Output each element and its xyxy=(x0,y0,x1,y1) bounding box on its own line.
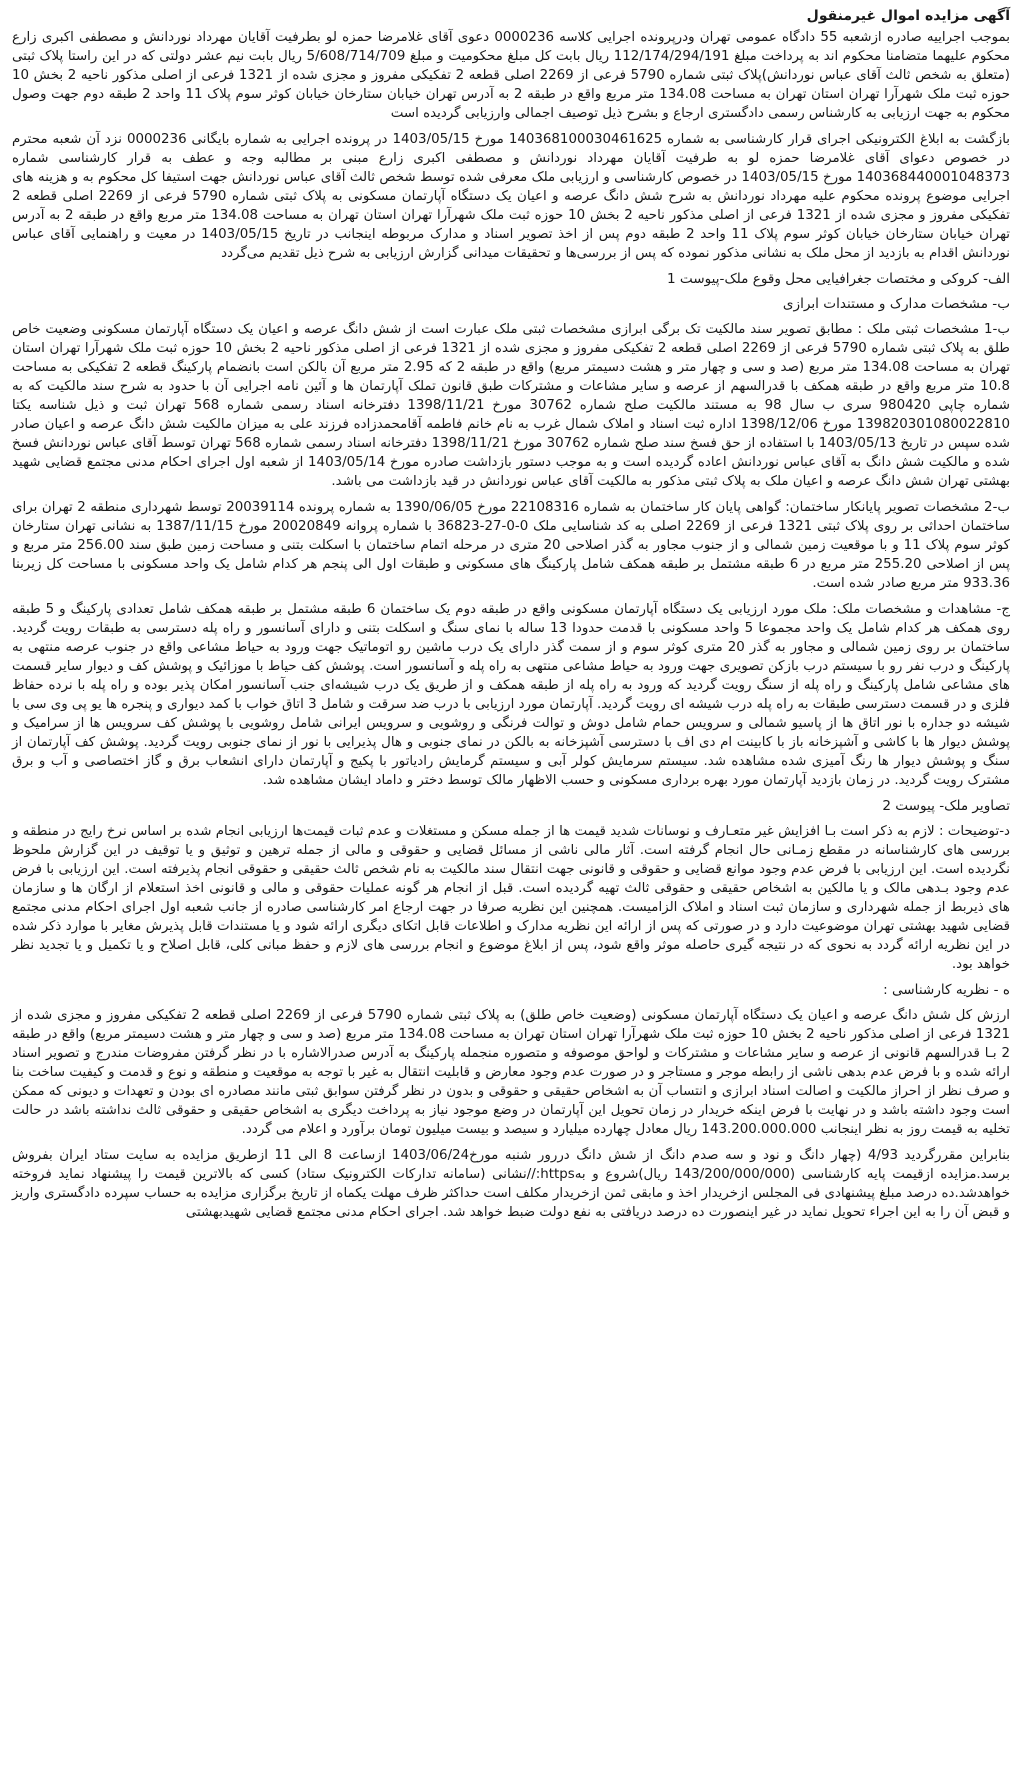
section-je-observations: ج- مشاهدات و مشخصات ملک: ملک مورد ارزیابی یک دستگاه آپارتمان مسکونی واقع در طبقه دوم یک ساختمان 6 طبقه مشتمل بر طبقه همکف شامل تعدادی پارکینگ و 5 طبقه روی همکف هر کدام شامل یک واحد مجموعا 5 واحد مسکونی با قدمت حدودا 13 ساله با نمای سنگ و اسکلت بتنی و دارای آسانسور و راه پله دسترسی به طبقات رویت گردید. ساختمان بر روی زمین شمالی و مجاور به گذر 20 متری کوثر سوم و از سمت گذر دارای یک درب ماشین رو اتوماتیک جهت ورود به حیاط مشاعی واقع در جنوب عرصه منتهی به پارکینگ و درب نفر رو با سیستم درب بازکن تصویری جهت ورود به حیاط مشاعی منتهی به راه پله و آسانسور است. پوشش کف حیاط با موزائیک و پوشش کف و دیوار سایر قسمت های مشاعی شامل پارکینگ و راه پله از سنگ رویت گردید که ورود به راه پله از طبقه همکف و از طریق یک درب شیشه‌ای جنب آسانسور امکان پذیر بوده و راه پله با نرده حفاظ فلزی و در قسمت دسترسی طبقات به راه پله درب شیشه ای رویت گردید. آپارتمان مورد ارزیابی با درب ضد سرقت و شامل 3 اتاق خواب با کمد دیواری و پنجره ها یو پی وی سی با شیشه دو جداره با نور اتاق ها از پاسیو شمالی و سرویس حمام شامل دوش و توالت فرنگی و روشویی و سرویس ایرانی شامل روشویی با پوشش کف سرویس ها از سرامیک و پوشش دیوار ها با کاشی و آشپزخانه باز با کابینت ام دی اف با دسترسی آشپزخانه به بالکن در نمای جنوبی و هال پذیرایی با نور از نمای جنوبی رویت گردید. پوشش کف آپارتمان از سنگ و پوشش دیوار ها رنگ آمیزی شده مشاهده شد. سیستم سرمایش کولر آبی و سیستم گرمایش رادیاتور با پکیج و آپارتمان دارای انشعاب برق و گاز اختصاصی و آب و برق مشترک رویت گردید. در زمان بازدید آپارتمان مورد بهره برداری مسکونی و حسب الاظهار مالک توسط دختر و داماد ایشان مشاهده شد. xyxy=(12,602,1011,788)
closing-auction-terms: بنابراین مقررگردید 4/93 (چهار دانگ و نود و سه صدم دانگ از شش دانگ دررور شنبه مورخ1403/06/24 ازساعت 8 الی 11 ازطریق مزایده به سایت ستاد ایران بفروش برسد.مزایده ازقیمت پایه کارشناسی (143/200/000/000 ریال)شروع و به‌https://نشانی (سامانه تدارکات الکترونیک ستاد) کسی که بالاترین قیمت را پیشنهاد نماید فروخته خواهدشد.ده درصد مبلغ پیشنهادی فی المجلس ازخریدار اخذ و مابقی ثمن ازخریدار مکلف است حداکثر ظرف مهلت یکماه از تاریخ برگزاری مزایده به حساب سپرده دادگستری واریز و قبض آن را به این اجراء تحویل نماید در غیر اینصورت ده درصد دریافتی به نفع دولت ضبط خواهد شد. اجرای احکام مدنی مجتمع قضایی شهیدبهشتی xyxy=(12,1148,1010,1220)
section-be2-completion-certificate: ب-2 مشخصات تصویر پایانکار ساختمان: گواهی پایان کار ساختمان به شماره 22108316 مورخ 1390/06/05 به شماره پرونده 20039114 توسط شهرداری منطقه 2 تهران برای ساختمان احداثی بر روی پلاک ثبتی 1321 فرعی از 2269 اصلی به کد شناسایی ملک 0-0-27-36823 با شماره پروانه 20020849 مورخ 1387/11/15 به نشانی تهران ستارخان کوثر سوم پلاک 11 و با موقعیت زمین شمالی و از جنوب مجاور به گذر اصلاحی 20 متری در مرحله اتمام ساختمان با اسکلت بتنی و مساحت زمین طبق سند 256.00 متر مربع و پس از اصلاحی 255.20 متر مربع در 6 طبقه مشتمل بر طبقه همکف شامل پارکینگ های مسکونی و طبقات اول الی پنجم هر کدام شامل یک واحد مسکونی با مساحت کل زیربنا 933.36 متر مربع صادر شده است. xyxy=(12,500,1011,591)
section-dal-explanations: د-توضیحات : لازم به ذکر است بـا افزایش غیر متعـارف و نوسانات شدید قیمت ها از جمله مسکن و مستغلات و عدم ثبات قیمت‌ها ارزیابی انجام شده بر اساس نرخ رایج در منطقه و بررسی های کارشناسانه در مقطع زمـانی حال انجام گرفته است. آثار مالی ناشی از مسائل قضایی و حقوقی و مالی از جمله ترهین و توثیق و یا توقیف در این گزارش ملحوظ نگردیده است. این ارزیابی با فرض عدم وجود موانع قضایی و حقوقی و قانونی جهت انتقال سند مالکیت به نام شخص ثالث حقیقی و حقوقی انجام پذیرفته است. این ارزیابی با فرض عدم وجود بـدهی مالک و یا مالکین به اشخاص حقیقی و حقوقی ثالث تهیه گردیده است. قبل از انجام هر گونه عملیات حقوقی و مالی و قانونی اخذ استعلام از ارگان ها و سازمان های ذیربط از جمله شهرداری و سازمان ثبت اسناد و املاک الزامیست. همچنین این نظریه صرفا در جهت ارجاع امر کارشناسی صادره از جانب شعبه اول اجرای احکام مدنی مجتمع قضایی شهید بهشتی تهران موضوعیت دارد و در صورتی که پس از ارائه این نظریه مدارک و اطلاعات قابل اتکای دیگری ارائه شود و یا مستندات قابل پذیرش مغایر با موارد ذکر شده در این نظریه ارائه گردد به نحوی که در نتیجه گیری حاصله موثر واقع شود، پس از ابلاغ موضوع و انجام بررسی های لازم و حفظ مبانی کلی، قابل اصلاح و یا تکمیل و یا تجدید نظر خواهد بود. xyxy=(12,824,1010,972)
notice-title: آگهی مزایده اموال غیرمنقول xyxy=(806,8,1010,24)
intro-paragraph: بموجب اجراییه صادره ازشعبه 55 دادگاه عمومی تهران ودرپرونده اجرایی کلاسه 0000236 دعوی آقای غلامرضا حمزه لو بطرفیت آقایان مهرداد نوردانش و مصطفی اکبری زارع محکوم علیهما متضامنا محکوم اند به پرداخت مبلغ 112/174/294/191 ریال بابت کل مبلغ محکومیت و مبلغ 5/608/714/709 ریال بابت نیم عشر دولتی که در این راستا پلاک ثبتی (متعلق به شخص ثالث آقای عباس نوردانش)پلاک ثبتی شماره 5790 فرعی از 2269 اصلی قطعه 2 تفکیکی مفروز و مجزی شده از 1321 فرعی از اصلی مذکور ناحیه 2 بخش 10 حوزه ثبت ملک شهرآرا تهران استان تهران به مساحت 134.08 متر مربع واقع در طبقه 2 به آدرس تهران خیابان ستارخان خیابان کوثر سوم پلاک 11 واحد 2 طبقه دوم جهت وصول محکوم به جهت ارزیابی به کارشناس رسمی دادگستری ارجاع و بشرح ذیل توصیف اجمالی وارزیابی گردیده است xyxy=(12,30,1010,121)
expert-return-paragraph: بازگشت به ابلاغ الکترونیکی اجرای قرار کارشناسی به شماره 140368100030461625 مورخ 1403/05/15 در پرونده اجرایی به شماره بایگانی 0000236 نزد آن شعبه محترم در خصوص دعوای آقای غلامرضا حمزه لو به طرفیت آقایان مهرداد نوردانش و مصطفی اکبری زارع مبنی بر مطالبه وجه و عطف به قرار کارشناسی شماره 140368440001048373 مورخ 1403/05/15 در خصوص کارشناسی و ارزیابی ملک معرفی شده توسط شخص ثالث آقای عباس نوردانش جهت استیفا کل محکوم به و هزینه های اجرایی موضوع پرونده محکوم علیه مهرداد نوردانش به شرح شش دانگ عرصه و اعیان یک دستگاه آپارتمان مسکونی به پلاک ثبتی شماره 5790 فرعی از 2269 اصلی قطعه 2 تفکیکی مفروز و مجزی شده از 1321 فرعی از اصلی مذکور ناحیه 2 بخش 10 حوزه ثبت ملک شهرآرا تهران استان تهران به مساحت 134.08 متر مربع واقع در طبقه 2 به آدرس تهران خیابان ستارخان خیابان کوثر سوم پلاک 11 واحد 2 طبقه دوم پس از اخذ تصویر اسناد و مدارک مربوطه اینجانب در تاریخ 1403/05/15 در معیت و راهنمایی آقای عباس نوردانش اقدام به بازدید از محل ملک به نشانی مذکور نموده که پس از بررسی‌ها و تحقیقات میدانی گزارش ارزیابی به شرح ذیل تقدیم می‌گردد xyxy=(12,132,1011,261)
section-be-heading: ب- مشخصات مدارک و مستندات ابرازی xyxy=(782,296,1010,312)
section-he-expert-opinion: ارزش کل شش دانگ عرصه و اعیان یک دستگاه آپارتمان مسکونی (وضعیت خاص طلق) به پلاک ثبتی شماره 5790 فرعی از 2269 اصلی قطعه 2 تفکیکی مفروز و مجزی شده از 1321 فرعی از اصلی مذکور ناحیه 2 بخش 10 حوزه ثبت ملک شهرآرا تهران استان تهران به مساحت 134.08 متر مربع (صد و سی و چهار متر و هشت دسیمتر مربع) واقع در طبقه 2 بـا قدرالسهم قانونی از عرصه و سایر مشاعات و مشترکات و لواحق موصوفه و متصوره منجمله پارکینگ به آدرس صدرالاشاره با در نظر گرفتن مفروضات مندرج و تصویر اسناد ارائه شده و با فرض عدم بدهی ناشی از رابطه موجر و مستاجر و در صورت عدم وجود معارض و قابلیت انتقال به غیر با توجه به موقعیت و منطقه و نوع و قدمت و کیفیت ساخت بنا و صرف نظر از احراز مالکیت و اصالت اسناد ابرازی و انتساب آن به اشخاص حقیقی و حقوقی و بدون در نظر گرفتن سوابق ثبتی مانند مصادره ای بودن و تعهدات و دیونی که ممکن است وجود داشته باشد و در نهایت با فرض اینکه خریدار در زمان تحویل این آپارتمان در وضع موجود نیاز به پرداخت دیگری به اشخاص حقیقی و حقوقی ثالث نداشته باشد در حالت تخلیه به قیمت روز به نظر اینجانب 143.200.000.000 ریال معادل چهارده میلیارد و سیصد و بیست میلیون تومان برآورد و اعلام می گردد. xyxy=(12,1008,1011,1137)
section-alef-heading: الف- کروکی و مختصات جغرافیایی محل وقوع ملک-پیوست 1 xyxy=(666,271,1010,287)
section-he-heading: ه - نظریه کارشناسی : xyxy=(883,982,1010,998)
section-be1-registration: ب-1 مشخصات ثبتی ملک : مطابق تصویر سند مالکیت تک برگی ابرازی مشخصات ثبتی ملک عبارت است از شش دانگ عرصه و اعیان یک دستگاه آپارتمان مسکونی وضعیت خاص طلق به پلاک ثبتی شماره 5790 فرعی از 2269 اصلی قطعه 2 تفکیکی مفروز و مجزی شده از 1321 فرعی از اصلی مذکور ناحیه 2 بخش 10 حوزه ثبت ملک شهرآرا تهران استان تهران به مساحت 134.08 متر مربع (صد و سی و چهار متر و هشت دسیمتر مربع) واقع در طبقه 2 که 2.95 متر مربع آن بالکن است بانضمام پارکینگ قطعه 2 تفکیکی به مساحت 10.8 متر مربع واقع در طبقه همکف با قدرالسهم از عرصه و سایر مشاعات و مشترکات طبق قانون تملک آپارتمان ها و آئین نامه اجرایی آن با حدود به شرح سند مالکیت که به شماره چاپی 980420 سری ب سال 98 به مستند مالکیت صلح شماره 30762 مورخ 1398/11/21 دفترخانه اسناد رسمی شماره 568 تهران ثبت و ذیل شناسه یکتا 139820301080022810 مورخ 1398/12/06 اداره ثبت اسناد و املاک شمال غرب به نام خانم فاطمه آقامحمدزاده فرزند علی به میزان مالکیت شش دانگ عرصه و اعیان صادر شده سپس در تاریخ 1403/05/13 با استفاده از حق فسخ سند صلح شماره 30762 مورخ 1398/11/21 دفترخانه اسناد رسمی شماره 568 تهران توسط آقای عباس نوردانش فسخ شده و مالکیت شش دانگ به آقای عباس نوردانش اعاده گردیده است و به موجب دستور بازداشت صادره مورخ 1403/05/14 از شعبه اول اجرای احکام مدنی مجتمع قضایی شهید بهشتی تهران شش دانگ عرصه و اعیان ملک به پلاک ثبتی مذکور به مالکیت آقای عباس نوردانش در قید بازداشت می باشد. xyxy=(12,322,1011,489)
property-images-heading: تصاویر ملک- پیوست 2 xyxy=(882,798,1010,814)
